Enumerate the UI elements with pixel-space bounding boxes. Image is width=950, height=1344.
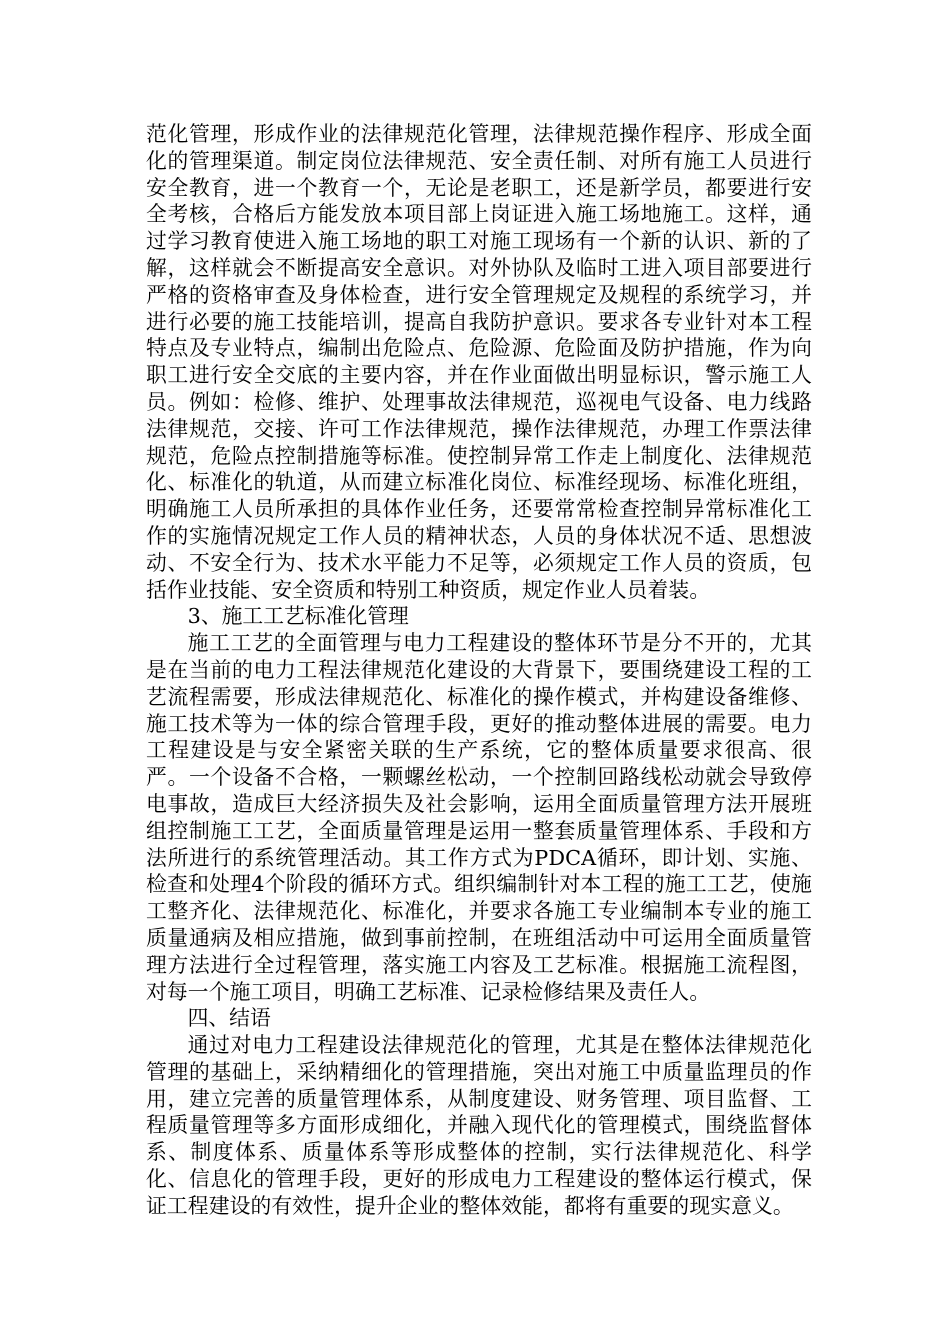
body-paragraph-3: 通过对电力工程建设法律规范化的管理，尤其是在整体法律规范化管理的基础上，采纳精细化的管理措施，突出对施工中质量监理员的作用，建立完善的质量管理体系，从制度建设、财务管理、项目监督、工程质量管理等多方面形成细化，并融入现代化的管理模式，围绕监督体系、制度体系、质量体系等形成整体的控制，实行法律规范化、科学化、信息化的管理手段，更好的形成电力工程建设的整体运行模式，保证工程建设的有效性，提升企业的整体效能，都将有重要的现实意义。 xyxy=(146,1033,812,1218)
section-heading-process-standardization: 3、施工工艺标准化管理 xyxy=(187,604,409,629)
document-page xyxy=(146,121,812,1220)
body-paragraph-2: 施工工艺的全面管理与电力工程建设的整体环节是分不开的，尤其是在当前的电力工程法律规范化建设的大背景下，要围绕建设工程的工艺流程需要，形成法律规范化、标准化的操作模式，并构建设备维修、施工技术等为一体的综合管理手段，更好的推动整体进展的需要。电力工程建设是与安全紧密关联的生产系统，它的整体质量要求很高、很严。一个设备不合格，一颗螺丝松动，一个控制回路线松动就会导致停电事故，造成巨大经济损失及社会影响，运用全面质量管理方法开展班组控制施工工艺，全面质量管理是运用一整套质量管理体系、手段和方法所进行的系统管理活动。其工作方式为PDCA循环，即计划、实施、检查和处理4个阶段的循环方式。组织编制针对本工程的施工工艺，使施工整齐化、法律规范化、标准化，并要求各施工专业编制本专业的施工质量通病及相应措施，做到事前控制，在班组活动中可运用全面质量管理方法进行全过程管理，落实施工内容及工艺标准。根据施工流程图，对每一个施工项目，明确工艺标准、记录检修结果及责任人。 xyxy=(146,631,812,1004)
body-paragraph-1: 范化管理，形成作业的法律规范化管理，法律规范操作程序、形成全面化的管理渠道。制定岗位法律规范、安全责任制、对所有施工人员进行安全教育，进一个教育一个，无论是老职工，还是新学员，都要进行安全考核，合格后方能发放本项目部上岗证进入施工场地施工。这样，通过学习教育使进入施工场地的职工对施工现场有一个新的认识、新的了解，这样就会不断提高安全意识。对外协队及临时工进入项目部要进行严格的资格审查及身体检查，进行安全管理规定及规程的系统学习，并进行必要的施工技能培训，提高自我防护意识。要求各专业针对本工程特点及专业特点，编制出危险点、危险源、危险面及防护措施，作为向职工进行安全交底的主要内容，并在作业面做出明显标识，警示施工人员。例如：检修、维护、处理事故法律规范，巡视电气设备、电力线路法律规范，交接、许可工作法律规范，操作法律规范，办理工作票法律规范，危险点控制措施等标准。使控制异常工作走上制度化、法律规范化、标准化的轨道，从而建立标准化岗位、标准经现场、标准化班组，明确施工人员所承担的具体作业任务，还要常常检查控制异常标准化工作的实施情况规定工作人员的精神状态，人员的身体状况不适、思想波动、不安全行为、技术水平能力不足等，必须规定工作人员的资质，包括作业技能、安全资质和特别工种资质，规定作业人员着装。 xyxy=(146,122,812,602)
section-heading-conclusion: 四、结语 xyxy=(187,1006,271,1031)
